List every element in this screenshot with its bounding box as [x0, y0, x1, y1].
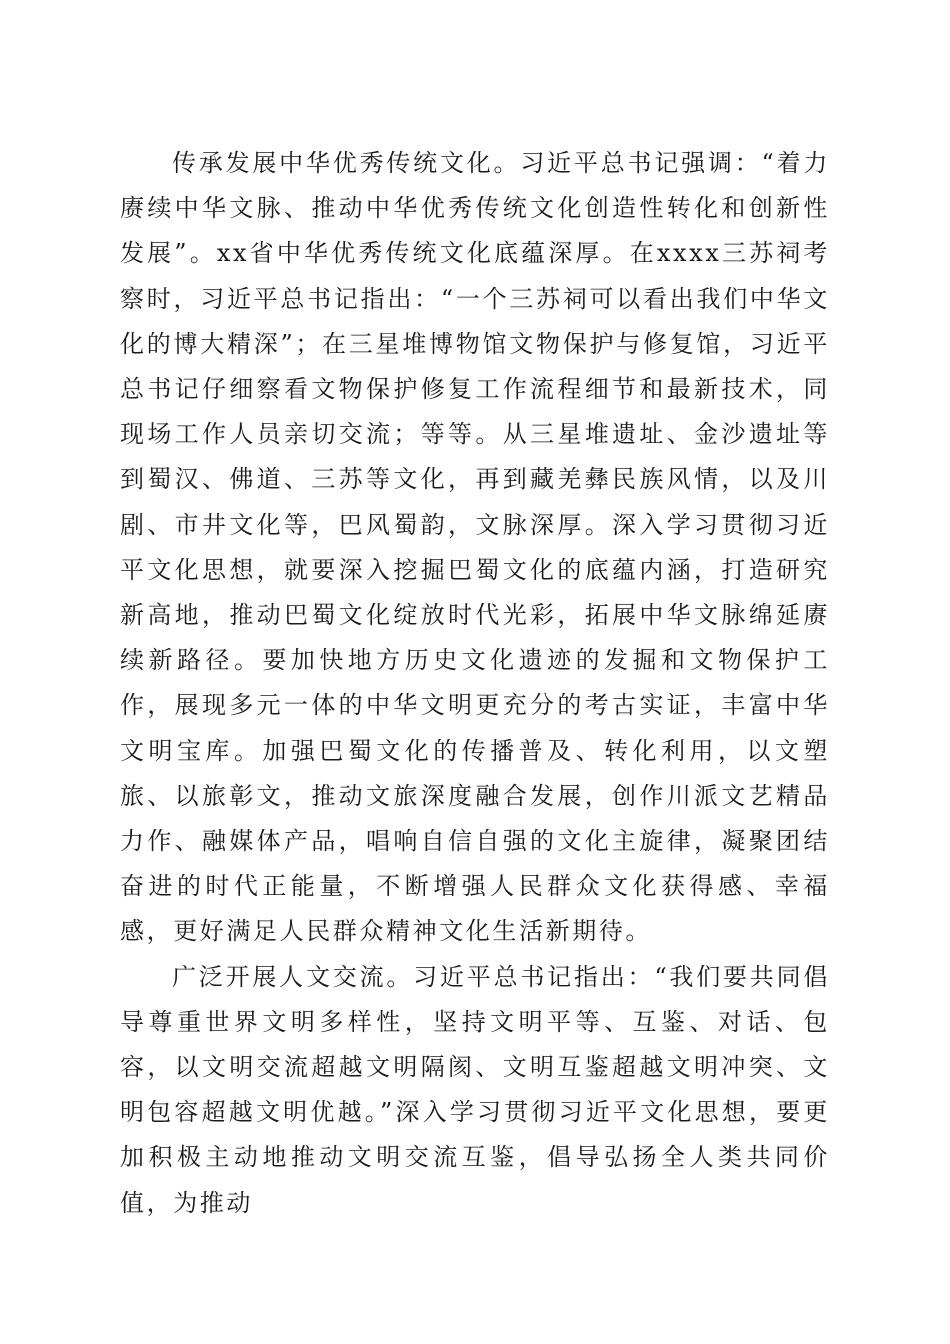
document-body [120, 141, 830, 1226]
paragraph-cultural-heritage: 传承发展中华优秀传统文化。习近平总书记强调：“着力赓续中华文脉、推动中华优秀传统文化创造性转化和创新性发展”。xx省中华优秀传统文化底蕴深厚。在xxxx三苏祠考察时，习近平总书记指出：“一个三苏祠可以看出我们中华文化的博大精深”；在三星堆博物馆文物保护与修复馆，习近平总书记仔细察看文物保护修复工作流程细节和最新技术，同现场工作人员亲切交流；等等。从三星堆遗址、金沙遗址等到蜀汉、佛道、三苏等文化，再到藏羌彝民族风情，以及川剧、市井文化等，巴风蜀韵，文脉深厚。深入学习贯彻习近平文化思想，就要深入挖掘巴蜀文化的底蕴内涵，打造研究新高地，推动巴蜀文化绽放时代光彩，拓展中华文脉绵延赓续新路径。要加快地方历史文化遗迹的发掘和文物保护工作，展现多元一体的中华文明更充分的考古实证，丰富中华文明宝库。加强巴蜀文化的传播普及、转化利用，以文塑旅、以旅彰文，推动文旅深度融合发展，创作川派文艺精品力作、融媒体产品，唱响自信自强的文化主旋律，凝聚团结奋进的时代正能量，不断增强人民群众文化获得感、幸福感，更好满足人民群众精神文化生活新期待。 [120, 149, 830, 946]
paragraph-cultural-exchange: 广泛开展人文交流。习近平总书记指出：“我们要共同倡导尊重世界文明多样性，坚持文明平等、互鉴、对话、包容，以文明交流超越文明隔阂、文明互鉴超越文明冲突、文明包容超越文明优越。”深入学习贯彻习近平文化思想，要更加积极主动地推动文明交流互鉴，倡导弘扬全人类共同价值，为推动 [120, 962, 830, 1217]
